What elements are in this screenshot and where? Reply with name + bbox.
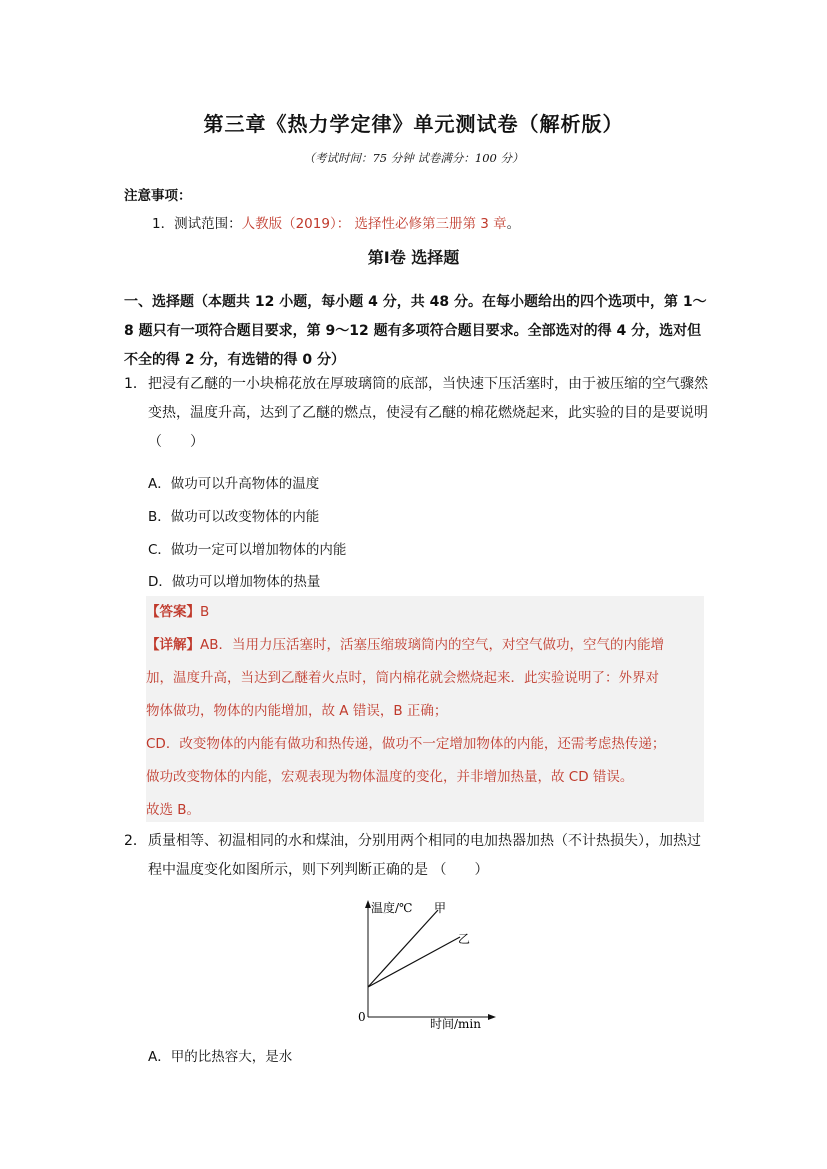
line-jia-label: 甲 (434, 901, 447, 915)
detail-line: 加，温度升高，当达到乙醚着火点时，筒内棉花就会燃烧起来．此实验说明了：外界对 (146, 670, 659, 686)
line-jia (368, 910, 438, 987)
option-b: B．做功可以改变物体的内能 (148, 509, 320, 525)
answer-line (146, 596, 702, 629)
scope-suffix: 。 (506, 216, 521, 232)
option-a: A．做功可以升高物体的温度 (148, 476, 320, 492)
y-axis-label: 温度/℃ (371, 901, 413, 915)
exam-info: （考试时间：75 分钟 试卷满分：100 分） (303, 151, 524, 165)
detail-line: CD．改变物体的内能有做功和热传递，做功不一定增加物体的内能，还需考虑热传递； (146, 736, 666, 752)
detail-line: 故选 B。 (146, 802, 201, 818)
x-axis-label: 时间/min (430, 1017, 481, 1030)
page-title: 第三章《热力学定律》单元测试卷（解析版） (203, 112, 624, 136)
option-a: A．甲的比热容大，是水 (148, 1049, 293, 1065)
scope-textbook: 人教版（2019）： 选择性必修第三册第 3 章 (241, 216, 507, 232)
temperature-time-graph (350, 895, 500, 1030)
test-scope (152, 212, 520, 232)
detail-text: AB．当用力压活塞时，活塞压缩玻璃筒内的空气，对空气做功，空气的内能增 (200, 637, 664, 653)
scope-prefix: 1．测试范围： (152, 216, 242, 232)
answer-value: B (200, 604, 210, 620)
option-d: D．做功可以增加物体的热量 (148, 574, 321, 590)
option-c: C．做功一定可以增加物体的内能 (148, 542, 347, 558)
detail-tag: 【详解】 (146, 637, 200, 653)
detail-line (146, 629, 702, 662)
detail-line: 做功改变物体的内能，宏观表现为物体温度的变化，并非增加热量，故 CD 错误。 (146, 769, 634, 785)
line-yi-label: 乙 (458, 932, 471, 946)
question-1 (124, 370, 708, 457)
question-2 (124, 827, 708, 885)
question-number: 2． (124, 833, 147, 849)
x-axis-arrow (488, 1014, 496, 1020)
question-text: 把浸有乙醚的一小块棉花放在厚玻璃筒的底部，当快速下压活塞时，由于被压缩的空气骤然变热，温度升高，达到了乙醚的燃点，使浸有乙醚的棉花燃烧起来，此实验的目的是要说明（ ） (148, 376, 708, 450)
question-number: 1． (124, 376, 147, 392)
origin-label: 0 (358, 1010, 366, 1024)
section-title: 第Ⅰ卷 选择题 (367, 248, 460, 267)
question-text: 质量相等、初温相同的水和煤油，分别用两个相同的电加热器加热（不计热损失），加热过程中温度变化如图所示，则下列判断正确的是 （ ） (148, 833, 701, 878)
answer-tag: 【答案】 (146, 604, 200, 620)
line-yi (368, 937, 460, 987)
section-instructions: 一、选择题（本题共 12 小题，每小题 4 分，共 48 分。在每小题给出的四个选项中，第 1～8 题只有一项符合题目要求，第 9～12 题有多项符合题目要求。全部选对的得 4 分，选对但不全的得 2 分，有选错的得 0 分） (124, 294, 707, 368)
notice-label: 注意事项： (124, 188, 192, 204)
answer-box (146, 596, 704, 822)
detail-line: 物体做功，物体的内能增加，故 A 错误，B 正确； (146, 703, 448, 719)
